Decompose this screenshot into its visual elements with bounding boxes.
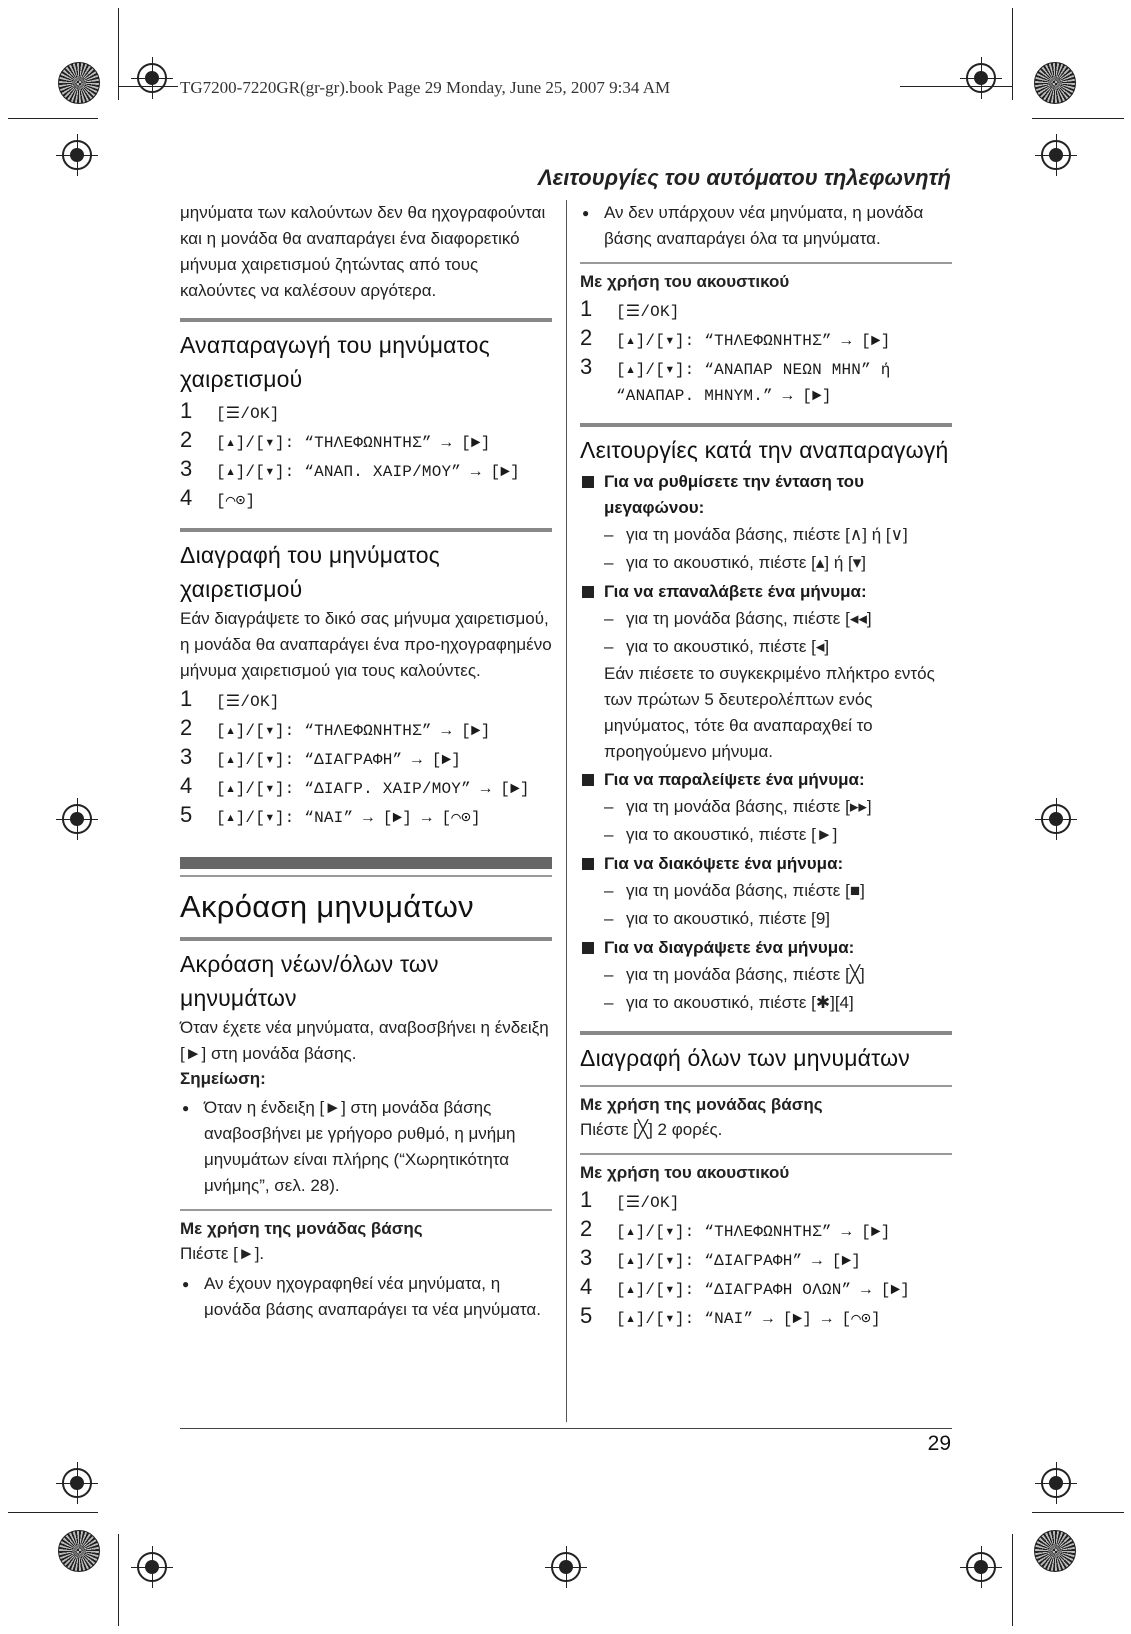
base-unit-label: Με χρήση της μονάδας βάσης [180,1219,423,1238]
registration-target-icon [1041,140,1071,170]
list-item: – για τη μονάδα βάσης, πιέστε [■] [580,877,952,905]
playback-group-stop [580,851,952,933]
delete-all-steps [580,1187,952,1332]
list-item: – για το ακουστικό, πιέστε [▴] ή [▾] [580,549,952,577]
repeat-note: Εάν πιέσετε το συγκεκριμένο πλήκτρο εντός των πρώτων 5 δευτερολέπτων ενός μηνύματος, τότε θα αναπαραχθεί το προηγούμενο μήνυμα. [604,664,935,761]
listening-subheading: Ακρόαση νέων/όλων των μηνυμάτων [180,951,439,1011]
step: 2 [▴]/[▾]: “ΤΗΛΕΦΩΝΗΤΗΣ” → [►] [580,325,891,350]
delete-greeting-text: Εάν διαγράψετε το δικό σας μήνυμα χαιρετισμού, η μονάδα θα αναπαράγει ένα προ-ηχογραφημένο μήνυμα χαιρετισμού για τους καλούντες. [180,609,552,680]
step: 3 [▴]/[▾]: “ΔΙΑΓΡΑΦΗ” → [►] [180,744,462,769]
step: 4 [▴]/[▾]: “ΔΙΑΓΡΑΦΗ ΟΛΩΝ” → [►] [580,1274,911,1299]
playback-heading: Λειτουργίες κατά την αναπαραγωγή [580,437,949,463]
group-title: Για να διακόψετε ένα μήνυμα: [580,851,952,877]
subsection-rule [580,1085,952,1087]
list-item: – για τη μονάδα βάσης, πιέστε [▸▸] [580,793,952,821]
top-bullets [580,200,952,252]
chapter-title: Λειτουργίες του αυτόματου τηλεφωνητή [538,165,951,190]
registration-target-icon [551,1552,581,1582]
registration-sunburst-icon [58,62,100,104]
registration-target-icon [62,140,92,170]
step: 4 [▴]/[▾]: “ΔΙΑΓΡ. ΧΑΙΡ/ΜΟΥ” → [►] [180,773,530,798]
play-greeting-heading: Αναπαραγωγή του μηνύματος χαιρετισμού [180,332,490,392]
delete-greeting-steps [180,686,552,831]
step: 5 [▴]/[▾]: “ΝΑΙ” → [►] → [⌒⊙] [180,802,481,827]
registration-target-icon [62,1468,92,1498]
list-item: – για τη μονάδα βάσης, πιέστε [∧] ή [∨] [580,521,952,549]
subsection-rule [180,1209,552,1211]
base-unit-bullets [180,1271,552,1323]
play-greeting-steps [180,398,552,514]
chapter-rule [180,857,552,869]
delete-all-base-label: Με χρήση της μονάδας βάσης [580,1095,823,1114]
step: 2 [▴]/[▾]: “ΤΗΛΕΦΩΝΗΤΗΣ” → [►] [180,427,491,452]
chapter-rule-thin [180,875,552,877]
section-rule [180,528,552,532]
playback-group-delete [580,935,952,1017]
footer-rule [180,1428,952,1429]
group-title: Για να ρυθμίσετε την ένταση του μεγαφώνου: [580,469,952,521]
subsection-rule [580,262,952,264]
registration-sunburst-icon [58,1530,100,1572]
base-unit-text: Πιέστε [►]. [180,1244,265,1263]
step: 1 [☰/OK] [180,686,280,711]
intro-text: μηνύματα των καλούντων δεν θα ηχογραφούνται και η μονάδα θα αναπαράγει ένα διαφορετικό μήνυμα χαιρετισμού ζητώντας από τους καλούντες να καλέσουν αργότερα. [180,203,546,300]
listening-heading: Ακρόαση μηνυμάτων [180,889,474,924]
list-item: – για το ακουστικό, πιέστε [►] [580,821,952,849]
list-item: ● Αν δεν υπάρχουν νέα μηνύματα, η μονάδα βάσης αναπαράγει όλα τα μηνύματα. [580,200,952,252]
section-rule [580,423,952,427]
registration-target-icon [137,1552,167,1582]
playback-group-volume [580,469,952,577]
delete-all-handset-label: Με χρήση του ακουστικού [580,1163,790,1182]
delete-greeting-heading: Διαγραφή του μηνύματος χαιρετισμού [180,542,440,602]
section-rule [180,318,552,322]
delete-all-base-text: Πιέστε [╳] 2 φορές. [580,1120,723,1139]
note-label: Σημείωση: [180,1069,266,1088]
registration-sunburst-icon [1034,1530,1076,1572]
list-item: – για τη μονάδα βάσης, πιέστε [╳] [580,961,952,989]
step: 1 [☰/OK] [580,1187,680,1212]
step: 1 [☰/OK] [580,296,680,321]
playback-group-skip [580,767,952,849]
step: 5 [▴]/[▾]: “ΝΑΙ” → [►] → [⌒⊙] [580,1303,881,1328]
registration-target-icon [966,63,996,93]
handset-steps [580,296,952,409]
group-title: Για να διαγράψετε ένα μήνυμα: [580,935,952,961]
left-column [180,200,552,1323]
file-header: TG7200-7220GR(gr-gr).book Page 29 Monday, June 25, 2007 9:34 AM [180,78,671,97]
list-item: – για το ακουστικό, πιέστε [9] [580,905,952,933]
note-bullets [180,1095,552,1199]
group-title: Για να επαναλάβετε ένα μήνυμα: [580,579,952,605]
step: 3 [▴]/[▾]: “ΔΙΑΓΡΑΦΗ” → [►] [580,1245,862,1270]
list-item: – για το ακουστικό, πιέστε [✱][4] [580,989,952,1017]
list-item: ● Αν έχουν ηχογραφηθεί νέα μηνύματα, η μονάδα βάσης αναπαράγει τα νέα μηνύματα. [180,1271,552,1323]
registration-target-icon [62,804,92,834]
registration-target-icon [137,63,167,93]
step: 3 [▴]/[▾]: “ΑΝΑΠ. ΧΑΙΡ/ΜΟΥ” → [►] [180,456,520,481]
list-item: – για τη μονάδα βάσης, πιέστε [◂◂] [580,605,952,633]
step: 4 [⌒⊙] [180,485,256,510]
step: 2 [▴]/[▾]: “ΤΗΛΕΦΩΝΗΤΗΣ” → [►] [580,1216,891,1241]
handset-label: Με χρήση του ακουστικού [580,272,790,291]
step: 1 [☰/OK] [180,398,280,423]
section-rule [180,937,552,941]
step: “ΑΝΑΠΑΡ. ΜΗΝΥΜ.” → [►] [616,387,832,405]
registration-target-icon [1041,1468,1071,1498]
step: 2 [▴]/[▾]: “ΤΗΛΕΦΩΝΗΤΗΣ” → [►] [180,715,491,740]
list-item: ● Όταν η ένδειξη [►] στη μονάδα βάσης αναβοσβήνει με γρήγορο ρυθμό, η μνήμη μηνυμάτων είναι πλήρης (“Χωρητικότητα μνήμης”, σελ. 28). [180,1095,552,1199]
registration-target-icon [1041,804,1071,834]
page-number: 29 [927,1432,951,1455]
playback-group-repeat [580,579,952,765]
right-column [580,200,952,1332]
registration-sunburst-icon [1034,62,1076,104]
step: 3 [▴]/[▾]: “ΑΝΑΠΑΡ ΝΕΩΝ ΜΗΝ” ή [580,354,891,379]
column-divider [566,200,567,1422]
delete-all-heading: Διαγραφή όλων των μηνυμάτων [580,1045,910,1071]
registration-target-icon [966,1552,996,1582]
listening-text: Όταν έχετε νέα μηνύματα, αναβοσβήνει η ένδειξη [►] στη μονάδα βάσης. [180,1018,549,1063]
list-item: – για το ακουστικό, πιέστε [◂] [580,633,952,661]
group-title: Για να παραλείψετε ένα μήνυμα: [580,767,952,793]
subsection-rule [580,1153,952,1155]
section-rule [580,1031,952,1035]
